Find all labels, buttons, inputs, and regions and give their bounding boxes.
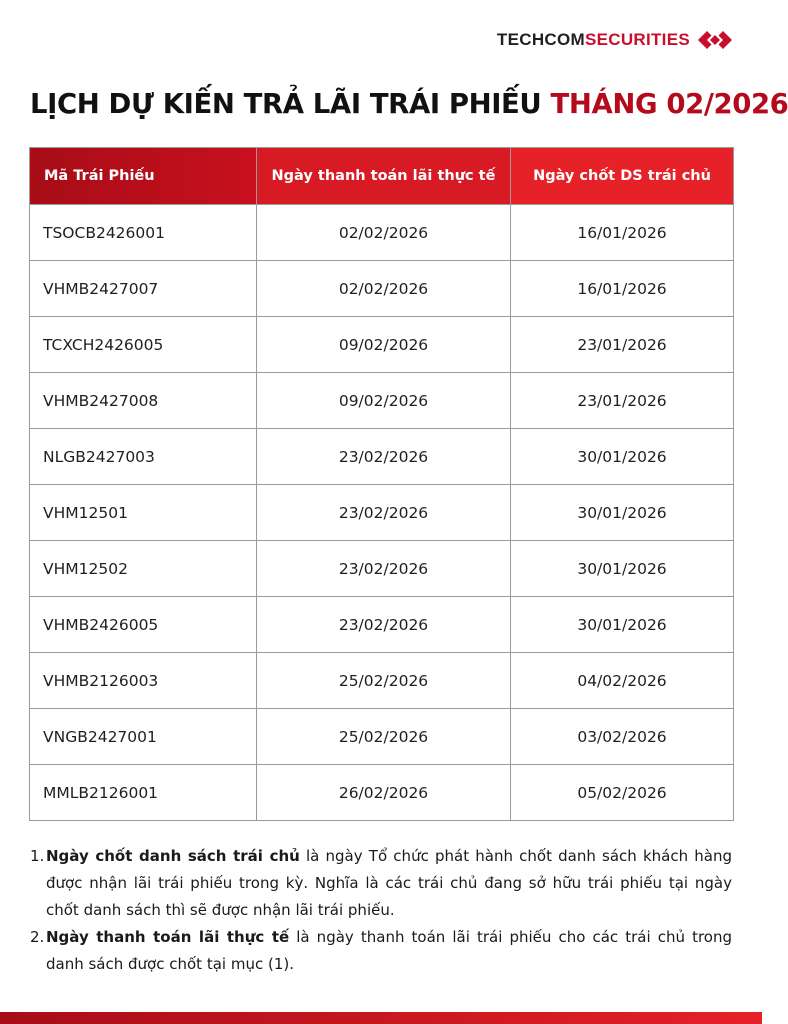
bond-code: MMLB2126001: [30, 765, 257, 821]
table-header-row: [30, 148, 734, 205]
record-date: 05/02/2026: [511, 765, 734, 821]
brand-name-part2: SECURITIES: [584, 30, 690, 49]
table-row: [30, 485, 734, 541]
bond-code: VHM12502: [30, 541, 257, 597]
payment-date: 25/02/2026: [257, 709, 511, 765]
brand-name: [497, 30, 690, 50]
payment-date: 23/02/2026: [257, 541, 511, 597]
footnote-term: Ngày chốt danh sách trái chủ: [46, 847, 300, 865]
page-title: [30, 82, 788, 126]
record-date: 16/01/2026: [511, 205, 734, 261]
payment-date: 09/02/2026: [257, 317, 511, 373]
record-date: 23/01/2026: [511, 317, 734, 373]
payment-date: 26/02/2026: [257, 765, 511, 821]
bond-code: TCXCH2426005: [30, 317, 257, 373]
footnote-payment-date: [30, 924, 732, 978]
record-date: 30/01/2026: [511, 429, 734, 485]
techcom-diamond-logo-icon: [698, 24, 732, 56]
bottom-accent-bar: [0, 1012, 762, 1024]
footnote-term: Ngày thanh toán lãi thực tế: [46, 928, 290, 946]
footnote-number: 2.: [30, 928, 45, 946]
footnote-text: là ngày Tổ chức phát hành chốt danh sách khách hàng được nhận lãi trái phiếu trong kỳ. Nghĩa là các trái chủ đang sở hữu trái phiếu tại ngày chốt danh sách thì sẽ được nhận lãi trái phiếu.: [46, 847, 732, 919]
payment-date: 25/02/2026: [257, 653, 511, 709]
table-row: [30, 205, 734, 261]
table-row: [30, 541, 734, 597]
payment-date: 02/02/2026: [257, 261, 511, 317]
brand-name-part1: TECHCOM: [496, 30, 585, 49]
record-date: 30/01/2026: [511, 541, 734, 597]
table-row: [30, 597, 734, 653]
bond-code: NLGB2427003: [30, 429, 257, 485]
header-record-date: Ngày chốt DS trái chủ: [511, 148, 734, 205]
record-date: 23/01/2026: [511, 373, 734, 429]
header-bond-code: Mã Trái Phiếu: [30, 148, 257, 205]
table-row: [30, 373, 734, 429]
footnote-text: là ngày thanh toán lãi trái phiếu cho các trái chủ trong danh sách được chốt tại mục (1).: [46, 928, 732, 973]
table-row: [30, 317, 734, 373]
payment-date: 09/02/2026: [257, 373, 511, 429]
table-row: [30, 429, 734, 485]
record-date: 04/02/2026: [511, 653, 734, 709]
header-payment-date: Ngày thanh toán lãi thực tế: [257, 148, 511, 205]
payment-date: 02/02/2026: [257, 205, 511, 261]
table-row: [30, 765, 734, 821]
payment-date: 23/02/2026: [257, 485, 511, 541]
record-date: 30/01/2026: [511, 485, 734, 541]
footnotes: [30, 843, 732, 978]
bond-code: VNGB2427001: [30, 709, 257, 765]
table-row: [30, 261, 734, 317]
payment-date: 23/02/2026: [257, 429, 511, 485]
record-date: 03/02/2026: [511, 709, 734, 765]
bond-code: VHMB2427007: [30, 261, 257, 317]
bond-code: VHMB2427008: [30, 373, 257, 429]
bond-code: VHM12501: [30, 485, 257, 541]
footnote-record-date: [30, 843, 732, 924]
record-date: 16/01/2026: [511, 261, 734, 317]
table-row: [30, 653, 734, 709]
bond-code: VHMB2426005: [30, 597, 257, 653]
title-highlight: THÁNG 02/2026: [550, 88, 788, 120]
bond-code: VHMB2126003: [30, 653, 257, 709]
bond-code: TSOCB2426001: [30, 205, 257, 261]
brand-logo: [497, 24, 732, 56]
footnote-number: 1.: [30, 847, 45, 865]
bond-schedule-table: [29, 147, 734, 821]
table-row: [30, 709, 734, 765]
record-date: 30/01/2026: [511, 597, 734, 653]
title-main: LỊCH DỰ KIẾN TRẢ LÃI TRÁI PHIẾU: [30, 88, 551, 120]
payment-date: 23/02/2026: [257, 597, 511, 653]
